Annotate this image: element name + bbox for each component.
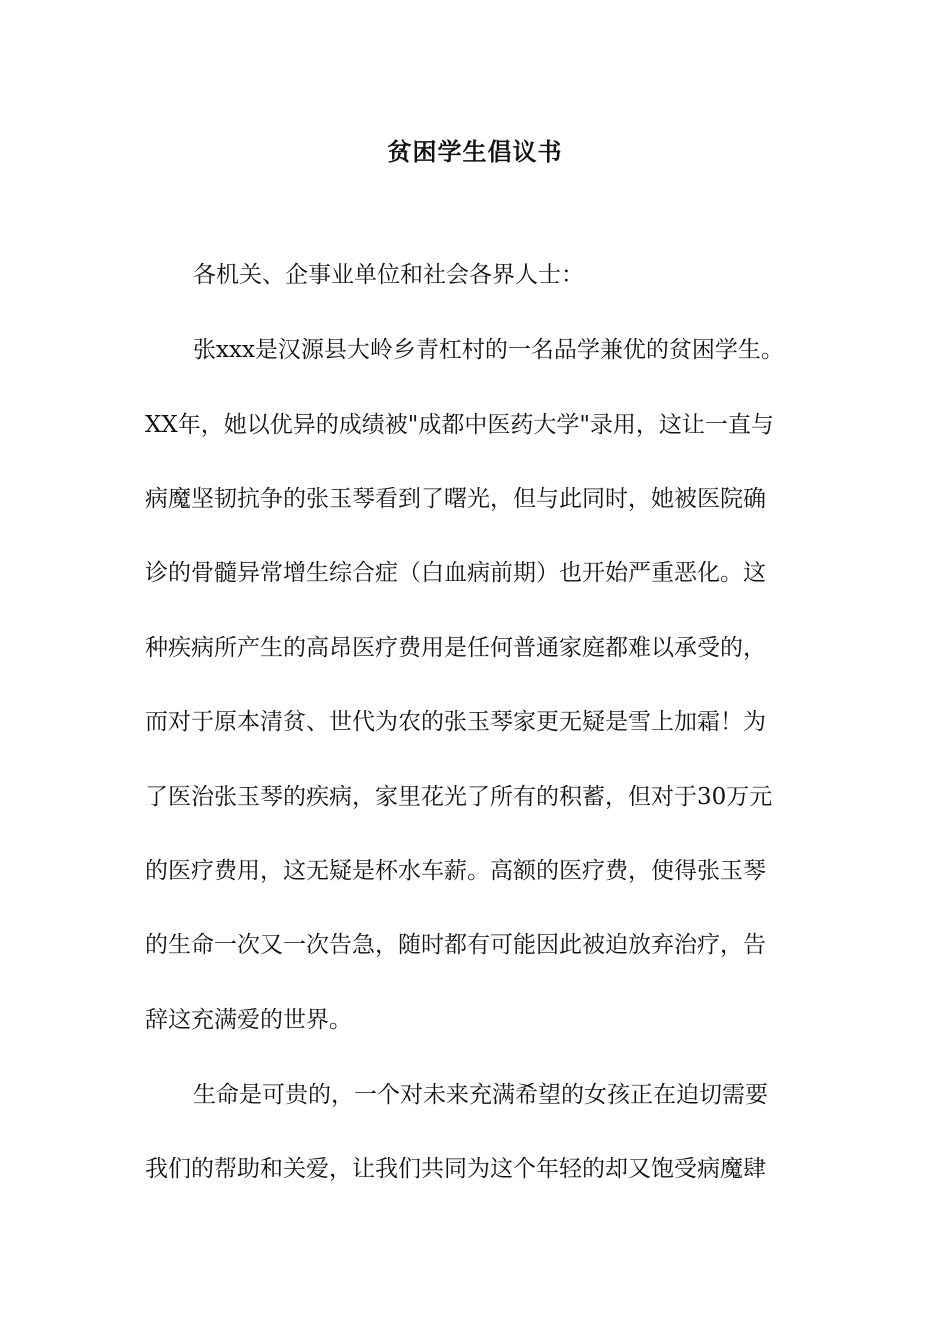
paragraph-line: XX年，她以优异的成绩被"成都中医药大学"录用，这让一直与 <box>145 412 774 438</box>
paragraph-line: 病魔坚韧抗争的张玉琴看到了曙光，但与此同时，她被医院确 <box>145 486 766 512</box>
salutation-line: 各机关、企事业单位和社会各界人士： <box>193 262 584 288</box>
paragraph-line: 而对于原本清贫、世代为农的张玉琴家更无疑是雪上加霜！为 <box>145 709 766 735</box>
paragraph-line: 了医治张玉琴的疾病，家里花光了所有的积蓄，但对于30万元 <box>145 784 773 810</box>
paragraph-line: 诊的骨髓异常增生综合症（白血病前期）也开始严重恶化。这 <box>145 560 766 586</box>
paragraph-line: 我们的帮助和关爱，让我们共同为这个年轻的却又饱受病魔肆 <box>145 1156 766 1182</box>
paragraph-line: 张xxx是汉源县大岭乡青杠村的一名品学兼优的贫困学生。 <box>193 337 784 363</box>
paragraph-line: 辞这充满爱的世界。 <box>145 1007 352 1033</box>
document-title: 贫困学生倡议书 <box>387 138 563 166</box>
paragraph-line: 的医疗费用，这无疑是杯水车薪。高额的医疗费，使得张玉琴 <box>145 858 766 884</box>
paragraph-line: 的生命一次又一次告急，随时都有可能因此被迫放弃治疗，告 <box>145 932 766 958</box>
paragraph-line: 种疾病所产生的高昂医疗费用是任何普通家庭都难以承受的， <box>145 635 766 661</box>
paragraph-line: 生命是可贵的，一个对未来充满希望的女孩正在迫切需要 <box>193 1082 768 1108</box>
